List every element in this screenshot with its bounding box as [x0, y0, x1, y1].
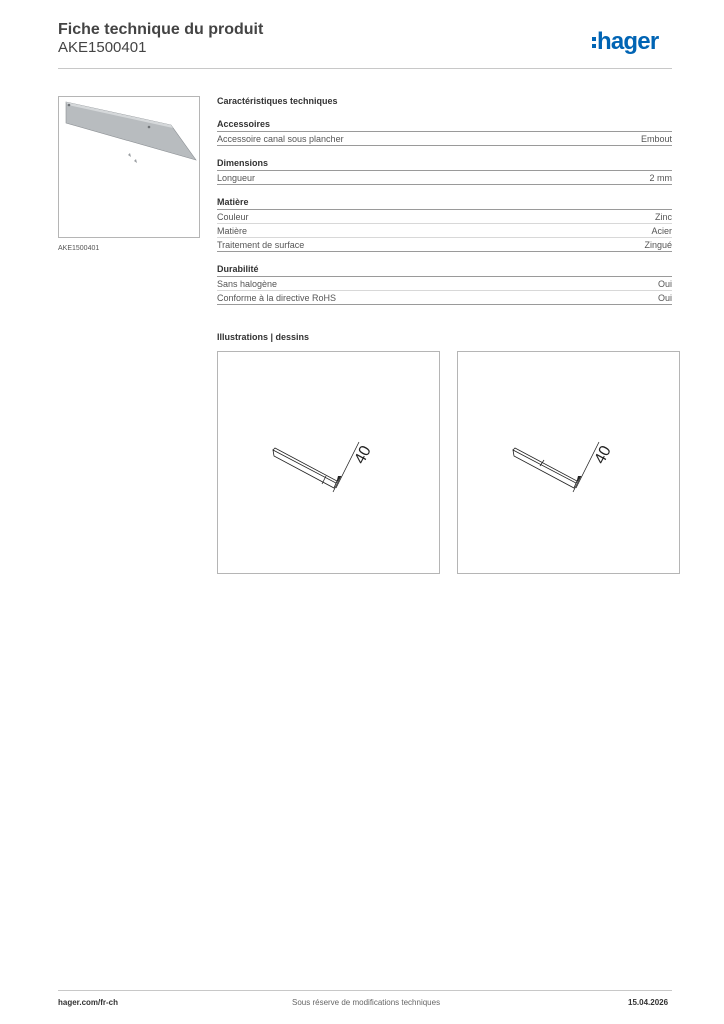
- section-rows: [217, 277, 672, 305]
- hager-logo: [592, 28, 658, 56]
- product-image: [58, 96, 200, 238]
- logo-dots-icon: [592, 34, 596, 51]
- page-title: Fiche technique du produit: [58, 21, 264, 38]
- header-divider: [58, 68, 672, 69]
- spec-label: Traitement de surface: [217, 240, 305, 250]
- dimension-label: 40: [591, 443, 615, 467]
- dimension-label: 40: [351, 443, 375, 467]
- dimension-drawing-icon: [458, 352, 679, 573]
- end-cap-plate-icon: [59, 97, 199, 237]
- spec-value: Oui: [657, 279, 672, 289]
- spec-value: Zingué: [644, 240, 672, 250]
- spec-value: Acier: [651, 226, 672, 236]
- footer-divider: [58, 990, 672, 991]
- spec-value: Embout: [640, 134, 672, 144]
- section-matiere: Matière: [217, 197, 672, 210]
- spec-row: [217, 291, 672, 305]
- section-rows: [217, 132, 672, 146]
- spec-row: [217, 132, 672, 146]
- footer-date: 15.04.2026: [628, 998, 669, 1007]
- section-dimensions: Dimensions: [217, 158, 672, 171]
- spec-label: Matière: [217, 226, 248, 236]
- illustration-drawing: [457, 351, 680, 574]
- product-reference: AKE1500401: [58, 39, 147, 56]
- logo-text: hager: [597, 28, 659, 55]
- spec-label: Accessoire canal sous plancher: [217, 134, 344, 144]
- section-accessoires: Accessoires: [217, 119, 672, 132]
- section-rows: [217, 171, 672, 185]
- spec-row: [217, 238, 672, 252]
- footer-site-link[interactable]: hager.com/fr-ch: [58, 998, 119, 1007]
- illustrations-title: Illustrations | dessins: [217, 332, 310, 342]
- dimension-drawing-icon: [218, 352, 439, 573]
- section-durabilite: Durabilité: [217, 264, 672, 277]
- technical-specs: [217, 96, 672, 305]
- illustration-drawing: [217, 351, 440, 574]
- spec-row: [217, 224, 672, 238]
- spec-value: Oui: [657, 293, 672, 303]
- specs-title: Caractéristiques techniques: [217, 96, 338, 106]
- spec-label: Sans halogène: [217, 279, 278, 289]
- spec-value: Zinc: [654, 212, 672, 222]
- spec-label: Longueur: [217, 173, 256, 183]
- footer-notice: Sous réserve de modifications techniques: [292, 998, 441, 1007]
- spec-label: Couleur: [217, 212, 249, 222]
- spec-row: [217, 210, 672, 224]
- section-rows: [217, 210, 672, 252]
- spec-label: Conforme à la directive RoHS: [217, 293, 337, 303]
- spec-row: [217, 277, 672, 291]
- spec-row: [217, 171, 672, 185]
- spec-value: 2 mm: [649, 173, 672, 183]
- product-caption: AKE1500401: [58, 245, 100, 252]
